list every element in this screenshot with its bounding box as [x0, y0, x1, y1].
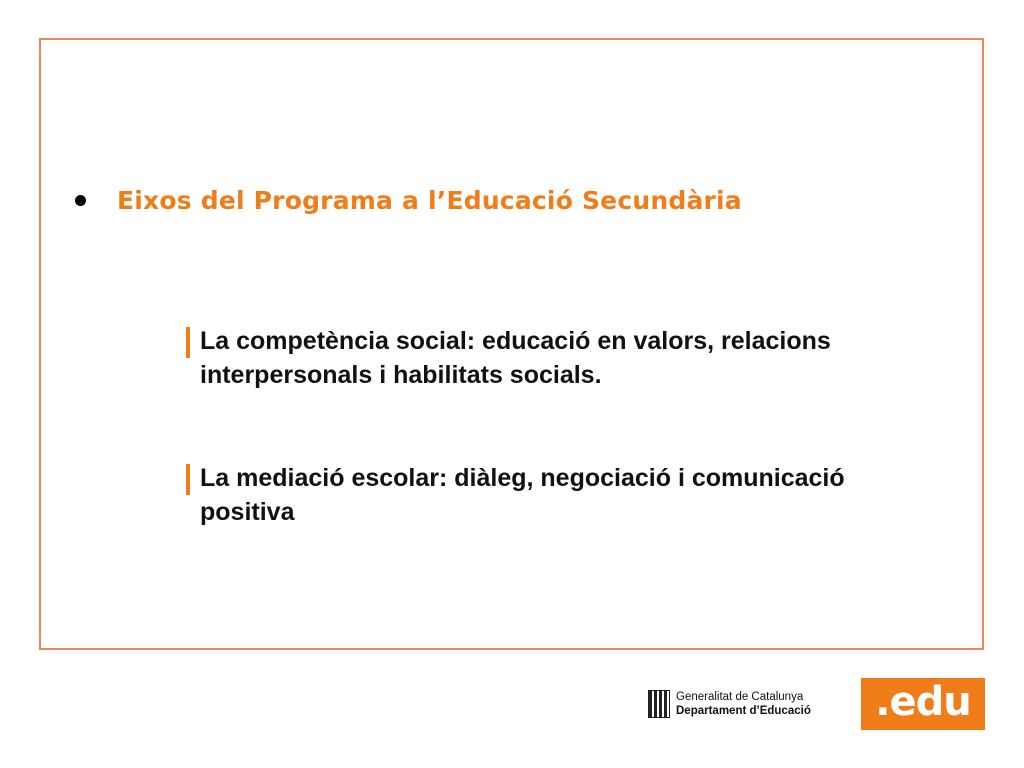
gencat-line2: Departament d’Educació — [676, 705, 811, 717]
point-item — [186, 324, 860, 392]
orange-bar-icon — [186, 464, 190, 495]
bullet-dot-icon — [75, 195, 86, 206]
slide-heading — [75, 186, 742, 215]
gencat-logo — [648, 690, 811, 718]
point-item — [186, 461, 860, 529]
point-text: La mediació escolar: diàleg, negociació i comunicació positiva — [200, 464, 845, 526]
generalitat-emblem-icon — [648, 690, 670, 718]
edu-logo — [861, 678, 985, 730]
orange-bar-icon — [186, 327, 190, 358]
heading-text: Eixos del Programa a l’Educació Secundària — [117, 186, 742, 215]
point-text: La competència social: educació en valors, relacions interpersonals i habilitats socials. — [200, 327, 831, 389]
edu-logo-text: .edu — [875, 679, 971, 725]
gencat-line1: Generalitat de Catalunya — [676, 691, 804, 703]
